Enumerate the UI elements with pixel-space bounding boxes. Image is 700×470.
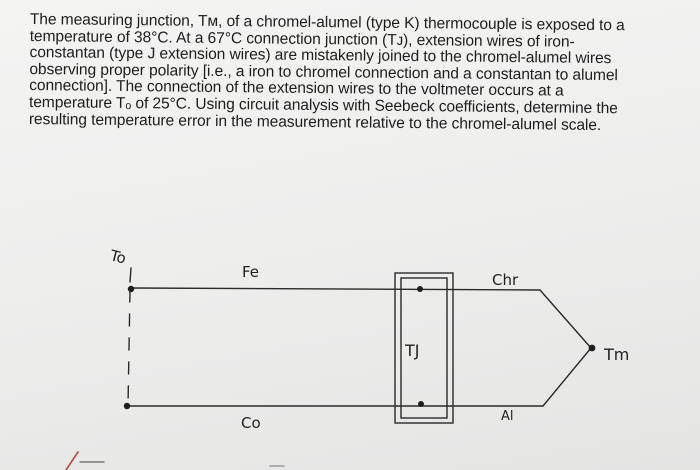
junction-lead-upper (540, 290, 591, 348)
problem-line: connection]. The connection of the extension wires to the voltmeter occurs at a (29, 77, 564, 100)
measuring-junction-dot (589, 345, 596, 352)
voltmeter-dashed-link (128, 290, 130, 406)
iron-chromel-wire (130, 288, 540, 290)
problem-line: temperature of 38°C. At a 67°C connection junction (Tᴊ), extension wires of iron- (29, 27, 575, 51)
label-fe: Fe (242, 263, 260, 281)
problem-line: The measuring junction, Tᴍ, of a chromel-alumel (type K) thermocouple is exposed to a (29, 11, 625, 35)
problem-line: constantan (type J extension wires) are mistakenly joined to the chromel-alumel wires (29, 44, 612, 68)
to-label-hook (130, 268, 131, 282)
margin-mark (66, 452, 78, 470)
junction-lead-lower (543, 348, 591, 406)
connection-junction-dot-top (417, 286, 423, 292)
connection-junction-box (395, 273, 453, 423)
label-to: To (108, 246, 128, 268)
problem-line: temperature Tₒ of 25°C. Using circuit analysis with Seebeck coefficients, determine the (28, 93, 618, 118)
problem-line: observing proper polarity [i.e., a iron to chromel connection and a constantan to alumel (29, 60, 618, 84)
label-co: Co (241, 414, 261, 432)
label-chr: Chr (492, 271, 519, 289)
label-tj: TJ (405, 341, 420, 360)
label-al: Al (501, 409, 514, 424)
reference-junction-dot-bottom (124, 403, 130, 409)
label-tm: Tm (604, 345, 630, 364)
connection-junction-dot-bottom (418, 401, 424, 407)
reference-junction-dot-top (128, 286, 134, 292)
problem-line: resulting temperature error in the measurement relative to the chromel-alumel scale. (28, 110, 602, 134)
